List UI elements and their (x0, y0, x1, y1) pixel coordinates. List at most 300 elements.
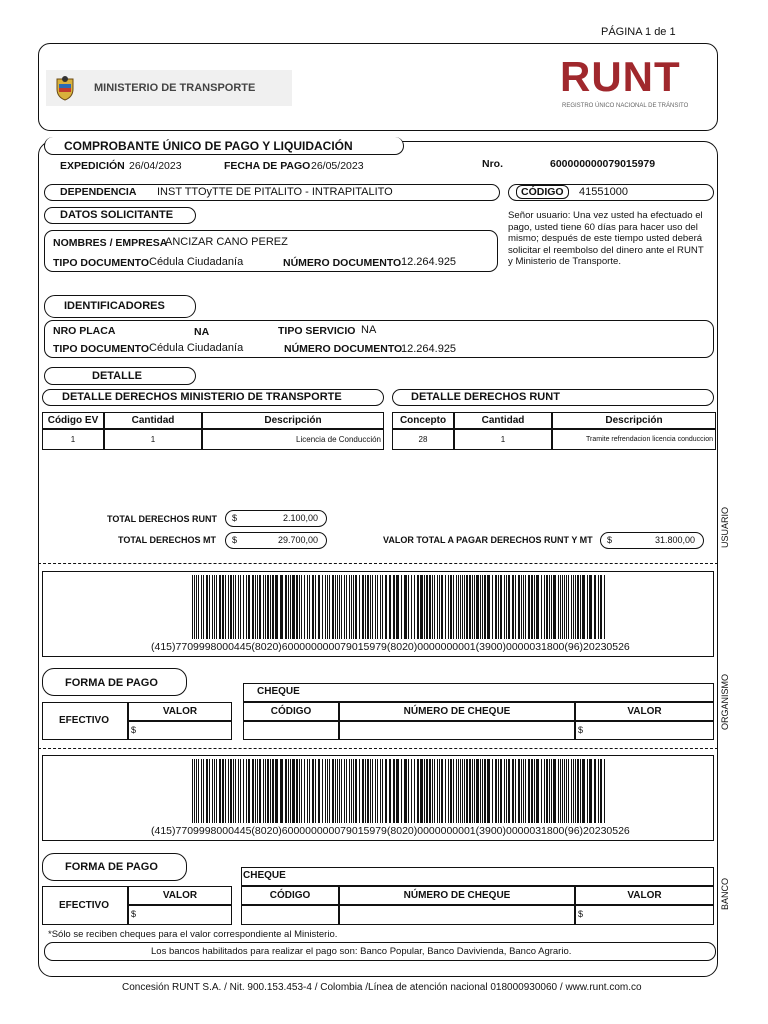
barcode-bar (492, 759, 493, 823)
cheque-valor-header: VALOR (575, 702, 714, 721)
barcode-bar (285, 575, 287, 639)
barcode-bar (450, 759, 452, 823)
barcode-bar (235, 759, 236, 823)
barcode-bar (434, 759, 435, 823)
barcode-bar (487, 759, 490, 823)
barcode-bar (408, 759, 409, 823)
barcode-bar (263, 575, 264, 639)
barcode-bar (453, 575, 454, 639)
barcode-bar (536, 575, 539, 639)
barcode-bar (589, 575, 592, 639)
currency-symbol: $ (131, 725, 137, 735)
barcode-bar (375, 575, 376, 639)
barcode-bar (498, 759, 499, 823)
barcode-bar (460, 759, 461, 823)
barcode-bar (275, 575, 278, 639)
barcode-bar (233, 759, 234, 823)
barcode-bar (255, 575, 256, 639)
barcode-bar (504, 759, 505, 823)
barcode-bar (492, 575, 493, 639)
mt-cell-cantidad: 1 (104, 429, 202, 450)
barcode-bar (393, 759, 395, 823)
valor-total-box (600, 532, 704, 549)
barcode-bar (512, 575, 514, 639)
barcode-bar (472, 575, 473, 639)
barcode-bar (495, 759, 497, 823)
barcode-bar (417, 575, 419, 639)
barcode-bar (560, 759, 561, 823)
barcode-bar (480, 575, 481, 639)
cheque-note: *Sólo se reciben cheques para el valor correspondiente al Ministerio. (48, 929, 338, 940)
barcode-bar (558, 575, 559, 639)
barcode-bar (531, 759, 533, 823)
barcode-bar (414, 759, 415, 823)
barcode-bar (265, 759, 266, 823)
barcode-bar (504, 575, 505, 639)
barcode-bar (462, 575, 463, 639)
total-mt-box (225, 532, 327, 549)
barcode-bar (429, 759, 431, 823)
identificadores-heading: IDENTIFICADORES (64, 300, 165, 312)
tipo-doc-value: Cédula Ciudadanía (149, 256, 244, 268)
efectivo-valor-input[interactable] (128, 721, 232, 740)
codigo-label: CÓDIGO (516, 185, 569, 199)
barcode-bar (315, 575, 316, 639)
barcode-bar (439, 575, 440, 639)
barcode-bar (288, 759, 289, 823)
barcode-bar (346, 575, 347, 639)
barcode-bar (248, 759, 250, 823)
barcode-bar (528, 759, 530, 823)
nro-label: Nro. (482, 158, 503, 170)
barcode-bar (355, 575, 357, 639)
barcode-bar (424, 575, 425, 639)
barcode-bar (312, 759, 314, 823)
barcode-bar (296, 759, 298, 823)
barcode-bar (508, 759, 510, 823)
barcode-bar (201, 759, 202, 823)
runt-cell-concepto: 28 (392, 429, 454, 450)
barcode-bar (469, 575, 471, 639)
barcode-bar (456, 575, 457, 639)
barcode-bar (466, 759, 468, 823)
barcode-bar (365, 575, 366, 639)
banks-note: Los bancos habilitados para realizar el pago son: Banco Popular, Banco Davivienda, Banco Agrario. (151, 946, 572, 957)
barcode-bar (464, 759, 465, 823)
barcode-bar (349, 575, 350, 639)
barcode-bar (370, 759, 371, 823)
barcode-bar (322, 575, 323, 639)
receipt-title: COMPROBANTE ÚNICO DE PAGO Y LIQUIDACIÓN (64, 139, 353, 153)
cheque-codigo-input[interactable] (241, 905, 339, 925)
barcode-bar (332, 759, 334, 823)
barcode-bar (216, 575, 217, 639)
barcode-bar (235, 575, 236, 639)
barcode-bar (426, 759, 428, 823)
barcode-bar (335, 575, 336, 639)
barcode-bar (248, 575, 250, 639)
barcode-bar (439, 759, 440, 823)
barcode-bar (385, 575, 387, 639)
barcode-bar (257, 759, 258, 823)
barcode-bar (270, 759, 271, 823)
barcode-bar (296, 575, 298, 639)
cheque-valor-input[interactable] (575, 905, 714, 925)
cheque-codigo-header: CÓDIGO (241, 886, 339, 905)
refund-notice (508, 210, 720, 268)
barcode-bar (525, 759, 526, 823)
barcode-bar (318, 759, 320, 823)
ministry-name: MINISTERIO DE TRANSPORTE (94, 82, 256, 94)
barcode-bar (233, 575, 234, 639)
barcode-bar (196, 759, 197, 823)
num-doc-label: NÚMERO DOCUMENTO (283, 257, 402, 269)
runt-col-concepto: Concepto (392, 412, 454, 429)
barcode-bar (544, 575, 545, 639)
total-runt-value: 2.100,00 (282, 513, 318, 523)
ministry-banner (46, 70, 292, 106)
barcode-bar (426, 575, 428, 639)
barcode-bar (571, 575, 572, 639)
barcode-bar (587, 759, 588, 823)
detalle-heading: DETALLE (92, 370, 142, 382)
barcode-bar (292, 759, 295, 823)
barcode-bar (201, 575, 202, 639)
barcode-bar (480, 759, 481, 823)
barcode-bar (329, 759, 330, 823)
barcode-bar (487, 575, 490, 639)
barcode-bar (441, 575, 443, 639)
barcode-bar (219, 575, 221, 639)
barcode-image (192, 759, 610, 823)
total-runt-box (225, 510, 327, 527)
barcode-bar (521, 575, 522, 639)
barcode-bar (257, 575, 258, 639)
total-runt-label: TOTAL DERECHOS RUNT (107, 514, 218, 524)
barcode-bar (377, 575, 378, 639)
barcode-bar (453, 759, 454, 823)
barcode-bar (582, 575, 585, 639)
page-indicator: PÁGINA 1 de 1 (601, 26, 676, 38)
barcode-bar (192, 759, 193, 823)
barcode-bar (531, 575, 533, 639)
barcode-bar (546, 759, 548, 823)
barcode-bar (553, 759, 556, 823)
barcode-bar (541, 759, 542, 823)
efectivo-valor-input[interactable] (128, 905, 232, 925)
cheque-header (241, 867, 714, 886)
barcode-bar (580, 759, 581, 823)
barcode-bar (214, 575, 215, 639)
barcode-bar (332, 575, 334, 639)
efectivo-label: EFECTIVO (59, 715, 110, 726)
tipo-servicio-value: NA (361, 324, 377, 336)
barcode-bar (240, 759, 241, 823)
barcode-bar (259, 575, 261, 639)
side-label-banco: BANCO (720, 877, 730, 910)
barcode-text: (415)7709998000445(8020)600000000079015979(8020)0000000001(3900)0000031800(96)20230526 (151, 825, 630, 837)
efectivo-label: EFECTIVO (59, 900, 110, 911)
barcode-bar (389, 575, 391, 639)
runt-cell-descripcion: Tramite refrendacion licencia conduccion (552, 429, 716, 450)
barcode-bar (525, 575, 526, 639)
barcode-bar (335, 759, 336, 823)
barcode-bar (290, 575, 291, 639)
barcode-bar (230, 759, 232, 823)
barcode-bar (322, 759, 323, 823)
barcode-bar (367, 759, 369, 823)
barcode-bar (575, 759, 576, 823)
currency-symbol: $ (232, 513, 238, 523)
cheque-codigo-header: CÓDIGO (243, 702, 339, 721)
barcode-bar (351, 575, 352, 639)
valor-total-label: VALOR TOTAL A PAGAR DERECHOS RUNT Y MT (383, 535, 593, 545)
barcode-bar (404, 759, 407, 823)
mt-col-descripcion: Descripción (202, 412, 384, 429)
runt-col-cantidad: Cantidad (454, 412, 552, 429)
barcode-bar (432, 575, 433, 639)
barcode-bar (482, 575, 483, 639)
barcode-bar (472, 759, 473, 823)
barcode-bar (370, 575, 371, 639)
barcode-bar (362, 759, 364, 823)
barcode-bar (288, 575, 289, 639)
cheque-label: CHEQUE (243, 870, 286, 881)
concession-footer: Concesión RUNT S.A. / Nit. 900.153.453-4 / Colombia /Línea de atención nacional 018000930060 / www.runt.com.co (122, 982, 642, 993)
nombres-label: NOMBRES / EMPRESA (53, 237, 168, 249)
barcode-bar (194, 759, 195, 823)
currency-symbol: $ (578, 725, 584, 735)
barcode-bar (203, 759, 204, 823)
mt-cell-descripcion: Licencia de Conducción (202, 429, 384, 450)
barcode-bar (327, 759, 328, 823)
barcode-bar (484, 575, 486, 639)
barcode-bar (458, 575, 459, 639)
barcode-bar (382, 575, 383, 639)
barcode-bar (600, 759, 602, 823)
barcode-bar (192, 575, 193, 639)
barcode-bar (404, 575, 407, 639)
barcode-bar (541, 575, 542, 639)
barcode-bar (515, 759, 516, 823)
barcode-bar (359, 759, 360, 823)
barcode-bar (341, 575, 342, 639)
cheque-label: CHEQUE (257, 686, 300, 697)
barcode-bar (469, 759, 471, 823)
barcode-bar (280, 575, 283, 639)
barcode-bar (474, 575, 475, 639)
mt-col-codigo: Código EV (42, 412, 104, 429)
tipo-doc-label: TIPO DOCUMENTO (53, 257, 150, 269)
barcode-bar (219, 759, 221, 823)
barcode-bar (417, 759, 419, 823)
barcode-bar (359, 575, 360, 639)
runt-logo: RUNT (560, 53, 681, 100)
cheque-numero-header: NÚMERO DE CHEQUE (339, 886, 575, 905)
barcode-bar (263, 759, 264, 823)
barcode-bar (307, 575, 308, 639)
barcode-bar (564, 759, 565, 823)
barcode-bar (523, 575, 524, 639)
barcode-bar (604, 575, 605, 639)
placa-label: NRO PLACA (53, 325, 116, 337)
barcode-bar (568, 759, 569, 823)
coat-of-arms-icon (54, 75, 76, 101)
barcode-bar (228, 759, 229, 823)
barcode-bar (544, 759, 545, 823)
barcode-bar (365, 759, 366, 823)
barcode-bar (445, 759, 446, 823)
codigo-value: 41551000 (579, 186, 628, 198)
barcode-bar (299, 759, 300, 823)
barcode-bar (500, 759, 502, 823)
notice-line: Señor usuario: Una vez usted ha efectuado el (508, 210, 703, 221)
barcode-image (192, 575, 610, 639)
barcode-bar (299, 575, 300, 639)
barcode-bar (339, 575, 340, 639)
ident-tipo-doc-label: TIPO DOCUMENTO (53, 343, 150, 355)
barcode-bar (568, 575, 569, 639)
barcode-bar (243, 575, 244, 639)
barcode-bar (549, 575, 550, 639)
barcode-bar (375, 759, 376, 823)
barcode-bar (196, 575, 197, 639)
barcode-bar (560, 575, 561, 639)
barcode-bar (393, 575, 395, 639)
barcode-bar (546, 575, 548, 639)
barcode-bar (589, 759, 592, 823)
barcode-bar (573, 759, 574, 823)
barcode-bar (521, 759, 522, 823)
barcode-bar (558, 759, 559, 823)
barcode-bar (495, 575, 497, 639)
barcode-bar (420, 575, 423, 639)
barcode-bar (280, 759, 283, 823)
expedicion-value: 26/04/2023 (129, 160, 182, 172)
total-mt-label: TOTAL DERECHOS MT (118, 535, 217, 545)
barcode-bar (327, 575, 328, 639)
barcode-bar (240, 575, 241, 639)
barcode-bar (411, 759, 412, 823)
barcode-bar (534, 759, 535, 823)
barcode-bar (587, 575, 588, 639)
barcode-bar (518, 575, 520, 639)
barcode-bar (222, 759, 224, 823)
barcode-bar (382, 759, 383, 823)
barcode-bar (290, 759, 291, 823)
barcode-bar (206, 759, 208, 823)
barcode-bar (252, 575, 254, 639)
cheque-numero-input[interactable] (339, 905, 575, 925)
notice-line: y Ministerio de Transporte. (508, 256, 622, 267)
barcode-bar (474, 759, 475, 823)
barcode-bar (380, 575, 381, 639)
mt-cell-codigo: 1 (42, 429, 104, 450)
barcode-bar (564, 575, 565, 639)
barcode-bar (225, 759, 226, 823)
barcode-bar (372, 759, 373, 823)
barcode-bar (414, 575, 415, 639)
barcode-bar (351, 759, 352, 823)
barcode-bar (515, 575, 516, 639)
barcode-bar (203, 575, 204, 639)
side-label-organismo: ORGANISMO (720, 673, 730, 730)
cheque-valor-input[interactable] (575, 721, 714, 740)
barcode-bar (528, 575, 530, 639)
barcode-bar (396, 575, 399, 639)
barcode-bar (562, 575, 563, 639)
barcode-bar (500, 575, 502, 639)
barcode-bar (341, 759, 342, 823)
cheque-numero-input[interactable] (339, 721, 575, 740)
barcode-bar (285, 759, 287, 823)
barcode-bar (411, 575, 412, 639)
barcode-bar (523, 759, 524, 823)
currency-symbol: $ (232, 535, 238, 545)
barcode-bar (441, 759, 443, 823)
barcode-bar (498, 575, 499, 639)
nombres-value: ANCIZAR CANO PEREZ (165, 236, 288, 248)
cheque-codigo-input[interactable] (243, 721, 339, 740)
barcode-bar (339, 759, 340, 823)
barcode-bar (272, 575, 274, 639)
barcode-bar (230, 575, 232, 639)
barcode-bar (396, 759, 399, 823)
currency-symbol: $ (131, 909, 137, 919)
barcode-bar (466, 575, 468, 639)
mt-col-cantidad: Cantidad (104, 412, 202, 429)
barcode-bar (309, 575, 310, 639)
barcode-bar (380, 759, 381, 823)
barcode-bar (292, 575, 295, 639)
barcode-bar (349, 759, 350, 823)
barcode-bar (385, 759, 387, 823)
barcode-bar (270, 575, 271, 639)
barcode-bar (355, 759, 357, 823)
mt-detail-title: DETALLE DERECHOS MINISTERIO DE TRANSPORTE (62, 391, 342, 403)
barcode-bar (353, 575, 354, 639)
barcode-bar (309, 759, 310, 823)
barcode-bar (401, 759, 402, 823)
barcode-bar (325, 575, 326, 639)
barcode-bar (456, 759, 457, 823)
barcode-bar (344, 759, 345, 823)
barcode-bar (566, 575, 567, 639)
cut-line (38, 563, 718, 564)
barcode-bar (372, 575, 373, 639)
barcode-bar (424, 759, 425, 823)
barcode-bar (445, 575, 446, 639)
nro-value: 600000000079015979 (550, 158, 656, 170)
barcode-bar (553, 575, 556, 639)
barcode-bar (508, 575, 510, 639)
barcode-bar (275, 759, 278, 823)
notice-line: mismo; después de este tiempo usted deberá (508, 233, 703, 244)
barcode-bar (212, 575, 213, 639)
barcode-bar (551, 575, 552, 639)
barcode-bar (198, 575, 199, 639)
barcode-bar (512, 759, 514, 823)
barcode-bar (209, 759, 210, 823)
barcode-bar (476, 759, 479, 823)
barcode-bar (437, 759, 438, 823)
barcode-bar (377, 759, 378, 823)
side-label-usuario: USUARIO (720, 506, 730, 548)
barcode-bar (312, 575, 314, 639)
barcode-bar (337, 759, 338, 823)
barcode-bar (448, 575, 449, 639)
forma-pago-heading: FORMA DE PAGO (65, 677, 158, 689)
